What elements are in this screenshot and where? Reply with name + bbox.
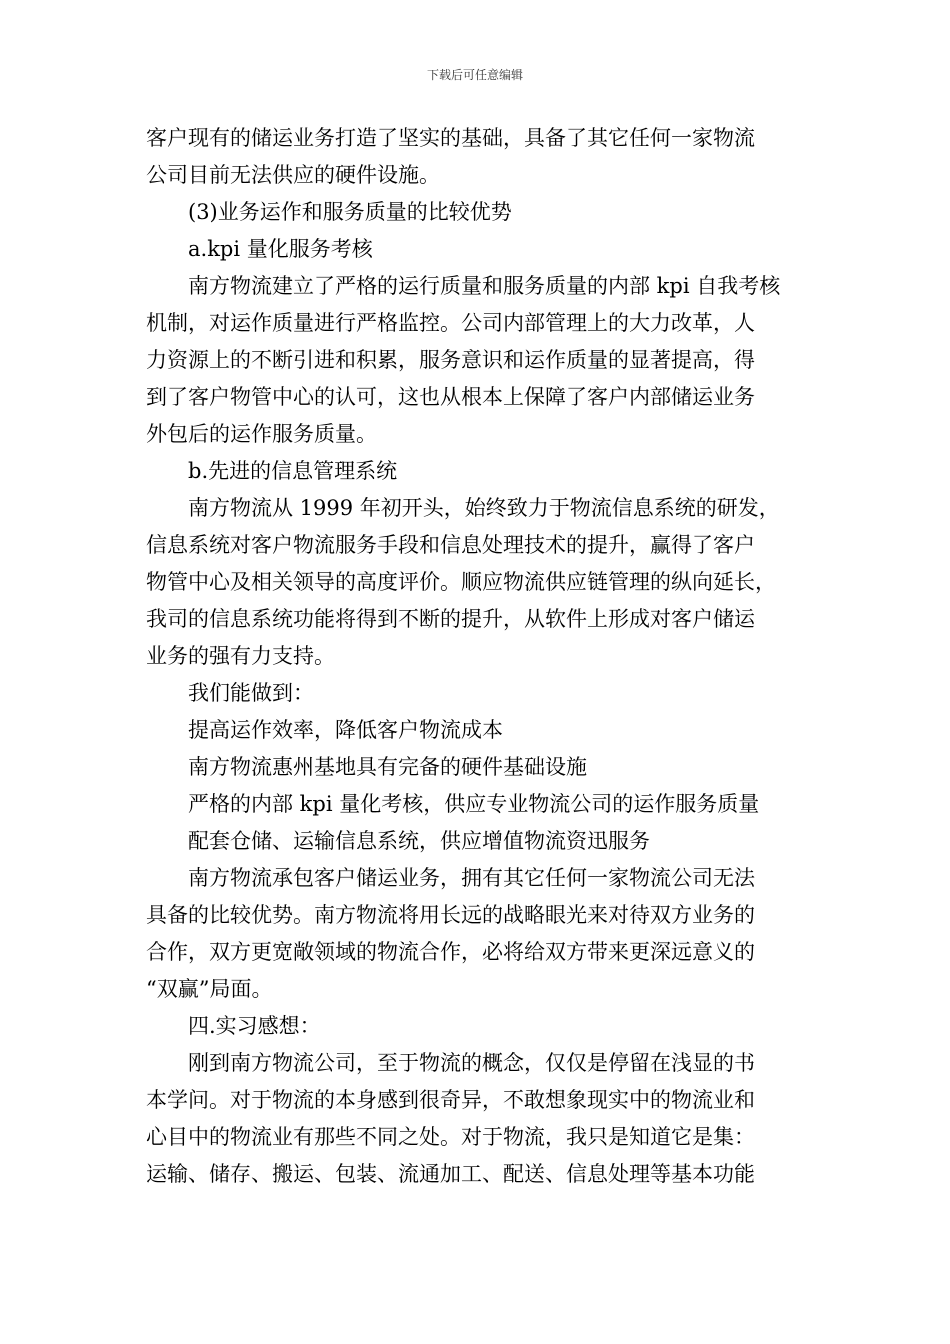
text-line: 南方物流建立了严格的运行质量和服务质量的内部 kpi 自我考核 — [188, 274, 781, 298]
text-line: 南方物流惠州基地具有完备的硬件基础设施 — [188, 755, 587, 779]
text-line: 本学问。对于物流的本身感到很奇异，不敢想象现实中的物流业和 — [146, 1088, 755, 1112]
text-line: 我司的信息系统功能将得到不断的提升，从软件上形成对客户储运 — [146, 607, 755, 631]
text-line: 提高运作效率，降低客户物流成本 — [188, 718, 503, 742]
text-line: 物管中心及相关领导的高度评价。顺应物流供应链管理的纵向延长， — [146, 570, 776, 594]
text-line: 心目中的物流业有那些不同之处。对于物流，我只是知道它是集： — [146, 1125, 755, 1149]
text-line: 严格的内部 kpi 量化考核，供应专业物流公司的运作服务质量 — [188, 792, 760, 816]
text-line: a.kpi 量化服务考核 — [188, 237, 373, 261]
document-body — [146, 120, 808, 1193]
text-line: 客户现有的储运业务打造了坚实的基础，具备了其它任何一家物流 — [146, 126, 755, 150]
text-line: 配套仓储、运输信息系统，供应增值物流资迅服务 — [188, 829, 650, 853]
text-line: 运输、储存、搬运、包装、流通加工、配送、信息处理等基本功能 — [146, 1162, 755, 1186]
text-line: 我们能做到： — [188, 681, 314, 705]
text-line: 到了客户物管中心的认可，这也从根本上保障了客户内部储运业务 — [146, 385, 755, 409]
text-line: (3)业务运作和服务质量的比较优势 — [188, 200, 512, 224]
text-line: 公司目前无法供应的硬件设施。 — [146, 163, 440, 187]
text-line: 外包后的运作服务质量。 — [146, 422, 377, 446]
text-line: 具备的比较优势。南方物流将用长远的战略眼光来对待双方业务的 — [146, 903, 755, 927]
text-line: 南方物流从 1999 年初开头，始终致力于物流信息系统的研发， — [188, 496, 780, 520]
text-line: 业务的强有力支持。 — [146, 644, 335, 668]
text-line: “双赢”局面。 — [146, 977, 273, 1001]
text-line: 机制，对运作质量进行严格监控。公司内部管理上的大力改革，人 — [146, 311, 755, 335]
text-line: 刚到南方物流公司，至于物流的概念，仅仅是停留在浅显的书 — [188, 1051, 755, 1075]
text-line: 南方物流承包客户储运业务，拥有其它任何一家物流公司无法 — [188, 866, 755, 890]
page-header: 下载后可任意编辑 — [426, 68, 523, 82]
text-line: 四.实习感想： — [188, 1014, 321, 1038]
text-line: 合作，双方更宽敞领域的物流合作，必将给双方带来更深远意义的 — [146, 940, 755, 964]
text-line: b.先进的信息管理系统 — [188, 459, 398, 483]
text-line: 信息系统对客户物流服务手段和信息处理技术的提升，赢得了客户 — [146, 533, 755, 557]
text-line: 力资源上的不断引进和积累，服务意识和运作质量的显著提高，得 — [146, 348, 755, 372]
